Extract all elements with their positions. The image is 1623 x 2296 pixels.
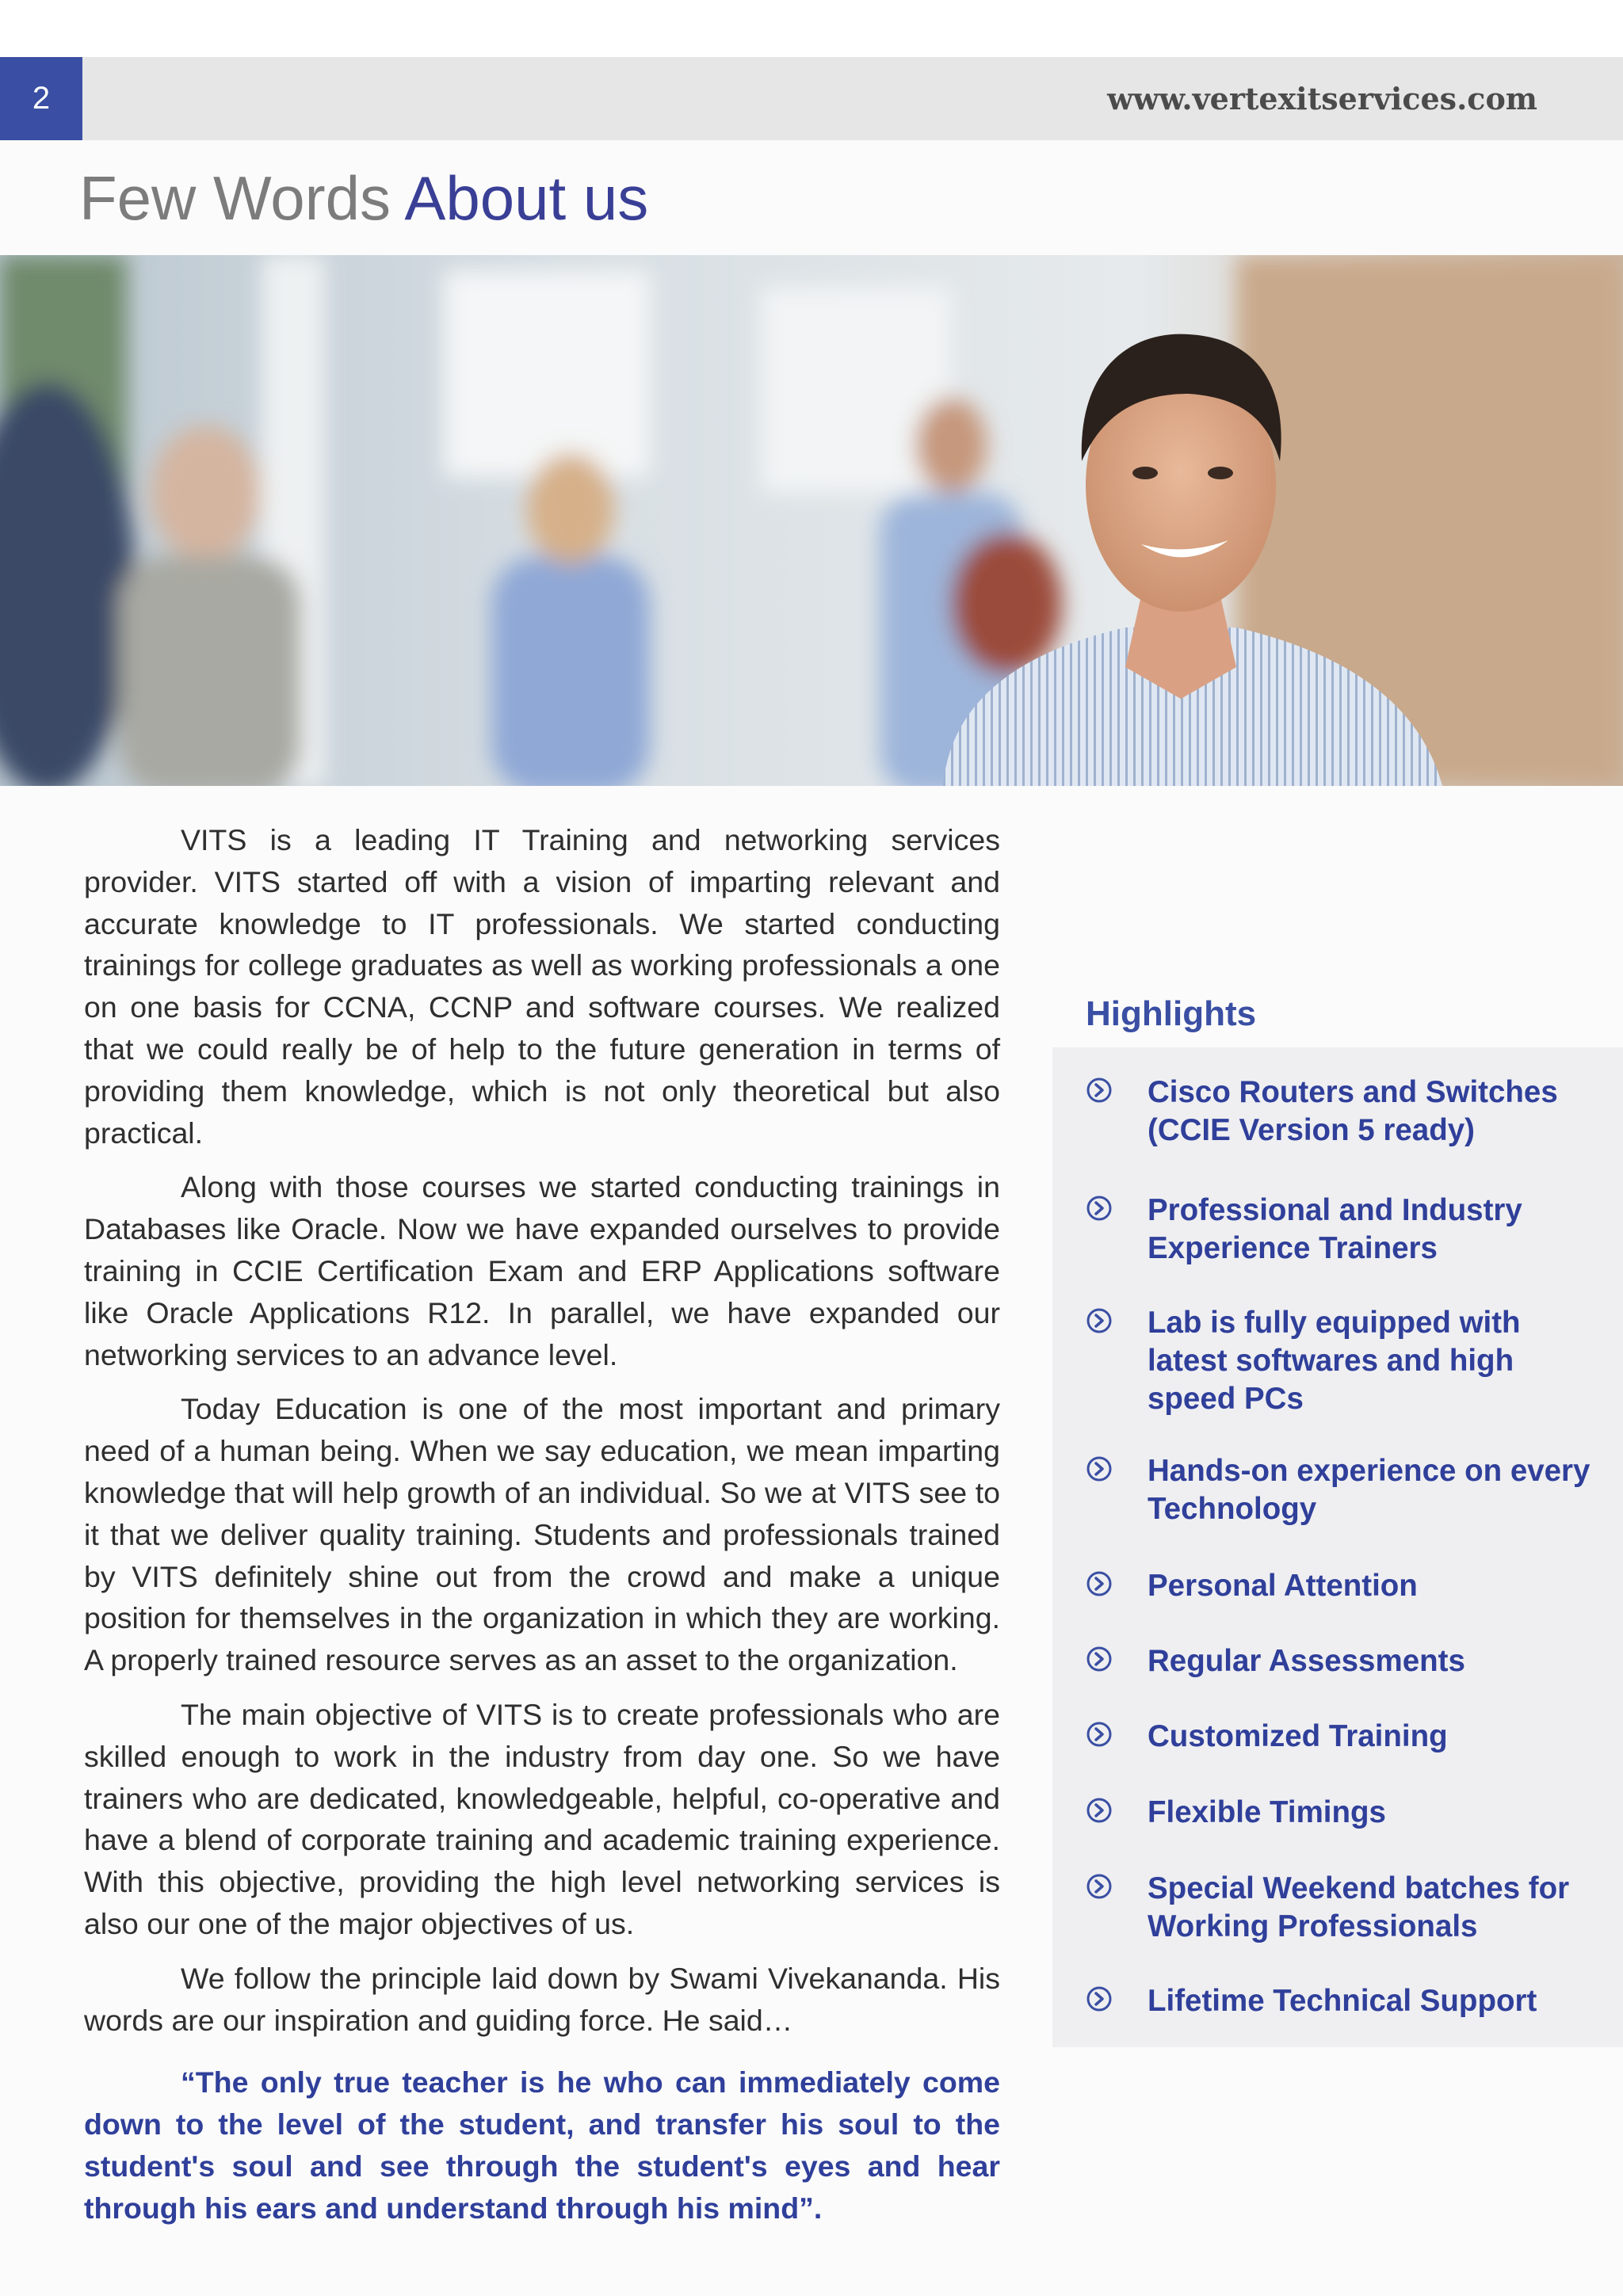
page-title-part2: About us xyxy=(404,163,649,233)
circled-chevron-right-icon xyxy=(1086,1873,1113,1900)
website-link[interactable]: www.vertexitservices.com xyxy=(1107,81,1537,116)
page-title-part1: Few Words xyxy=(79,163,405,233)
highlight-label: Lab is fully equipped with latest softwares and high speed PCs xyxy=(1148,1306,1521,1416)
page-title xyxy=(79,157,648,239)
body-paragraph-1: VITS is a leading IT Training and networking services provider. VITS started off with a vision of imparting relevant and accurate knowledge to IT professionals. We started conducting trainings for college graduates as well as working professionals a one on one basis for CCNA, CCNP and software courses. We realized that we could really be of help to the future generation in terms of providing them knowledge, which is not only theoretical but also practical. xyxy=(84,823,1000,1150)
top-margin xyxy=(0,0,1623,57)
highlight-label: Lifetime Technical Support xyxy=(1148,1984,1537,2018)
circled-chevron-right-icon xyxy=(1086,1570,1113,1597)
highlight-label: Regular Assessments xyxy=(1148,1644,1465,1678)
highlight-label: Flexible Timings xyxy=(1148,1795,1386,1829)
vivekananda-quote: “The only true teacher is he who can immediately come down to the level of the student, and transfer his soul to the student's soul and see through the student's eyes and hear through his ears and understand through his mind”. xyxy=(84,2065,1000,2225)
about-body xyxy=(84,819,1000,2242)
body-paragraph-4: The main objective of VITS is to create professionals who are skilled enough to work in the industry from day one. So we have trainers who are dedicated, knowledgeable, helpful, co-operative and have a blend of corporate training and academic training experience. With this objective, providing the high level networking services is also our one of the major objectives of us. xyxy=(84,1697,1000,1940)
highlight-label: Cisco Routers and Switches (CCIE Version 5 ready) xyxy=(1148,1075,1558,1147)
body-paragraph-2: Along with those courses we started conducting trainings in Databases like Oracle. Now we have expanded ourselves to provide training in CCIE Certification Exam and ERP Applications software like Oracle Applications R12. In parallel, we have expanded our networking services to an advance level. xyxy=(84,1170,1000,1371)
page-number: 2 xyxy=(0,57,82,140)
body-paragraph-5: We follow the principle laid down by Swami Vivekananda. His words are our inspiration and guiding force. He said… xyxy=(84,1961,1000,2037)
hero-image xyxy=(0,255,1623,786)
highlight-label: Professional and Industry Experience Trainers xyxy=(1148,1193,1522,1265)
highlight-label: Personal Attention xyxy=(1148,1569,1418,1603)
highlights-heading: Highlights xyxy=(1086,994,1257,1033)
highlight-label: Customized Training xyxy=(1148,1719,1448,1753)
circled-chevron-right-icon xyxy=(1086,1455,1113,1482)
circled-chevron-right-icon xyxy=(1086,1985,1113,2012)
circled-chevron-right-icon xyxy=(1086,1646,1113,1672)
circled-chevron-right-icon xyxy=(1086,1307,1113,1334)
highlight-label: Special Weekend batches for Working Professionals xyxy=(1148,1871,1570,1943)
circled-chevron-right-icon xyxy=(1086,1721,1113,1748)
circled-chevron-right-icon xyxy=(1086,1195,1113,1222)
body-paragraph-3: Today Education is one of the most important and primary need of a human being. When we say education, we mean imparting knowledge that will help growth of an individual. So we at VITS see to it that we deliver quality training. Students and professionals trained by VITS definitely shine out from the crowd and make a unique position for themselves in the organization in which they are working. A properly trained resource serves as an asset to the organization. xyxy=(84,1392,1000,1677)
circled-chevron-right-icon xyxy=(1086,1077,1113,1104)
circled-chevron-right-icon xyxy=(1086,1797,1113,1824)
highlight-label: Hands-on experience on every Technology xyxy=(1148,1454,1591,1526)
